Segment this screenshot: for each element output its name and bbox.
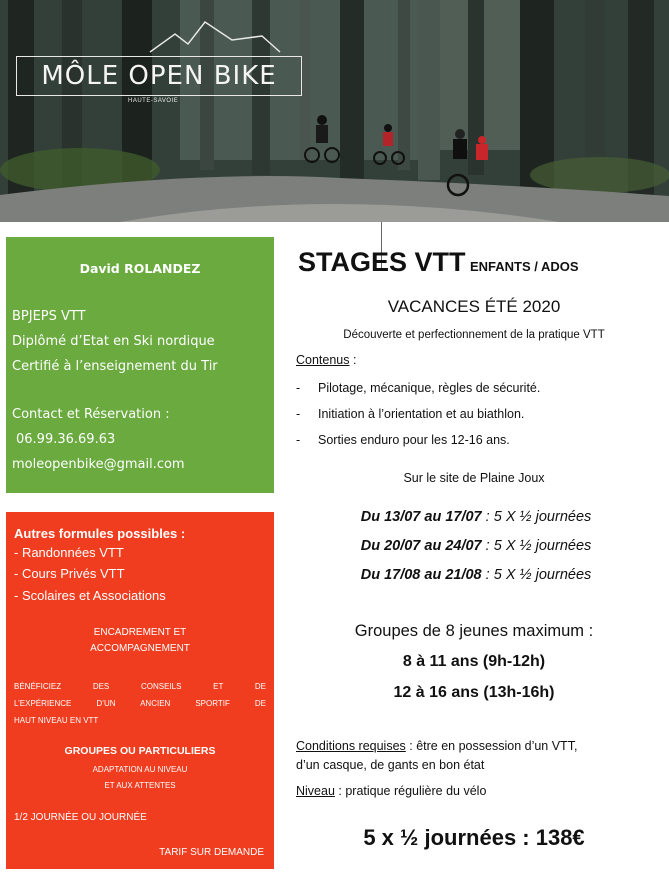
age-group: 8 à 11 ans (9h-12h) [402, 653, 546, 670]
session-row [284, 509, 668, 525]
stage-title [298, 247, 579, 278]
benefit-line: BÉNÉFICIEZ DES CONSEILS ET DE [14, 682, 266, 691]
formula-item: - Cours Privés VTT [14, 566, 125, 581]
session-dates: Du 13/07 au 17/07 [360, 509, 482, 525]
adaptation-line: ADAPTATION AU NIVEAU [92, 765, 188, 774]
benefit-line: HAUT NIVEAU EN VTT [14, 716, 99, 725]
supervision-line: ENCADREMENT ET [93, 627, 187, 638]
level-line [296, 784, 486, 798]
qualification: Diplômé d’Etat en Ski nordique [12, 334, 215, 349]
content-text: Pilotage, mécanique, règles de sécurité. [318, 381, 541, 395]
forest-illustration [0, 0, 669, 222]
session-format: : 5 X ½ journées [481, 567, 592, 583]
location-text: Sur le site de Plaine Joux [403, 471, 545, 485]
contents-label: Contenus [296, 353, 350, 367]
session-format: : 5 X ½ journées [481, 509, 592, 525]
qualification: BPJEPS VTT [12, 309, 86, 324]
stage-description: Découverte et perfectionnement de la pratique VTT [343, 329, 605, 341]
stage-subtitle: VACANCES ÉTÉ 2020 [387, 297, 561, 316]
groups-title: GROUPES OU PARTICULIERS [64, 745, 216, 757]
session-row [284, 538, 668, 554]
adaptation-line: ET AUX ATTENTES [104, 781, 176, 790]
duration-text: 1/2 JOURNÉE OU JOURNÉE [14, 812, 147, 823]
content-item: - Pilotage, mécanique, règles de sécurité. [296, 381, 541, 395]
conditions-line [296, 739, 577, 753]
contact-box [6, 237, 274, 493]
conditions-line-2: d’un casque, de gants en bon état [296, 758, 485, 772]
content-text: Initiation à l’orientation et au biathlon. [318, 407, 525, 421]
price-text: 5 x ½ journées : 138€ [363, 825, 585, 850]
session-row [284, 567, 668, 583]
age-group: 12 à 16 ans (13h-16h) [393, 684, 555, 701]
qualification: Certifié à l’enseignement du Tir [12, 359, 218, 374]
formula-item: - Scolaires et Associations [14, 588, 166, 603]
contact-label: Contact et Réservation : [12, 407, 170, 422]
contents-heading [296, 353, 356, 367]
conditions-label: Conditions requises [296, 739, 406, 753]
stage-info [284, 237, 669, 877]
content-item: - Initiation à l’orientation et au biathlon. [296, 407, 525, 421]
formula-item: - Randonnées VTT [14, 545, 124, 560]
pricing-text: TARIF SUR DEMANDE [159, 847, 264, 858]
stage-title-suffix: ENFANTS / ADOS [469, 259, 579, 274]
supervision-line: ACCOMPAGNEMENT [90, 643, 190, 654]
level-text: : pratique régulière du vélo [334, 784, 487, 798]
phone-number[interactable]: 06.99.36.69.63 [16, 432, 116, 447]
instructor-name: David ROLANDEZ [79, 261, 201, 276]
logo-subtitle: HAUTE-SAVOIE [128, 98, 179, 104]
session-dates: Du 17/08 au 21/08 [360, 567, 482, 583]
formulas-title: Autres formules possibles : [14, 526, 186, 541]
logo-text: MÔLE OPEN BIKE [41, 61, 277, 91]
contents-suffix: : [349, 353, 357, 367]
content-text: Sorties enduro pour les 12-16 ans. [318, 433, 510, 447]
benefit-line: L’EXPÉRIENCE D’UN ANCIEN SPORTIF DE [14, 699, 266, 708]
session-dates: Du 20/07 au 24/07 [360, 538, 482, 554]
level-label: Niveau [296, 784, 335, 798]
email-address[interactable]: moleopenbike@gmail.com [12, 457, 185, 472]
groups-text: Groupes de 8 jeunes maximum : [354, 622, 594, 640]
formulas-box [6, 512, 274, 869]
header-photo [0, 0, 669, 222]
content-item: - Sorties enduro pour les 12-16 ans. [296, 433, 510, 447]
logo-frame [16, 56, 302, 96]
session-format: : 5 X ½ journées [481, 538, 592, 554]
conditions-text: : être en possession d’un VTT, [405, 739, 578, 753]
stage-title-main: STAGES VTT [298, 247, 466, 277]
